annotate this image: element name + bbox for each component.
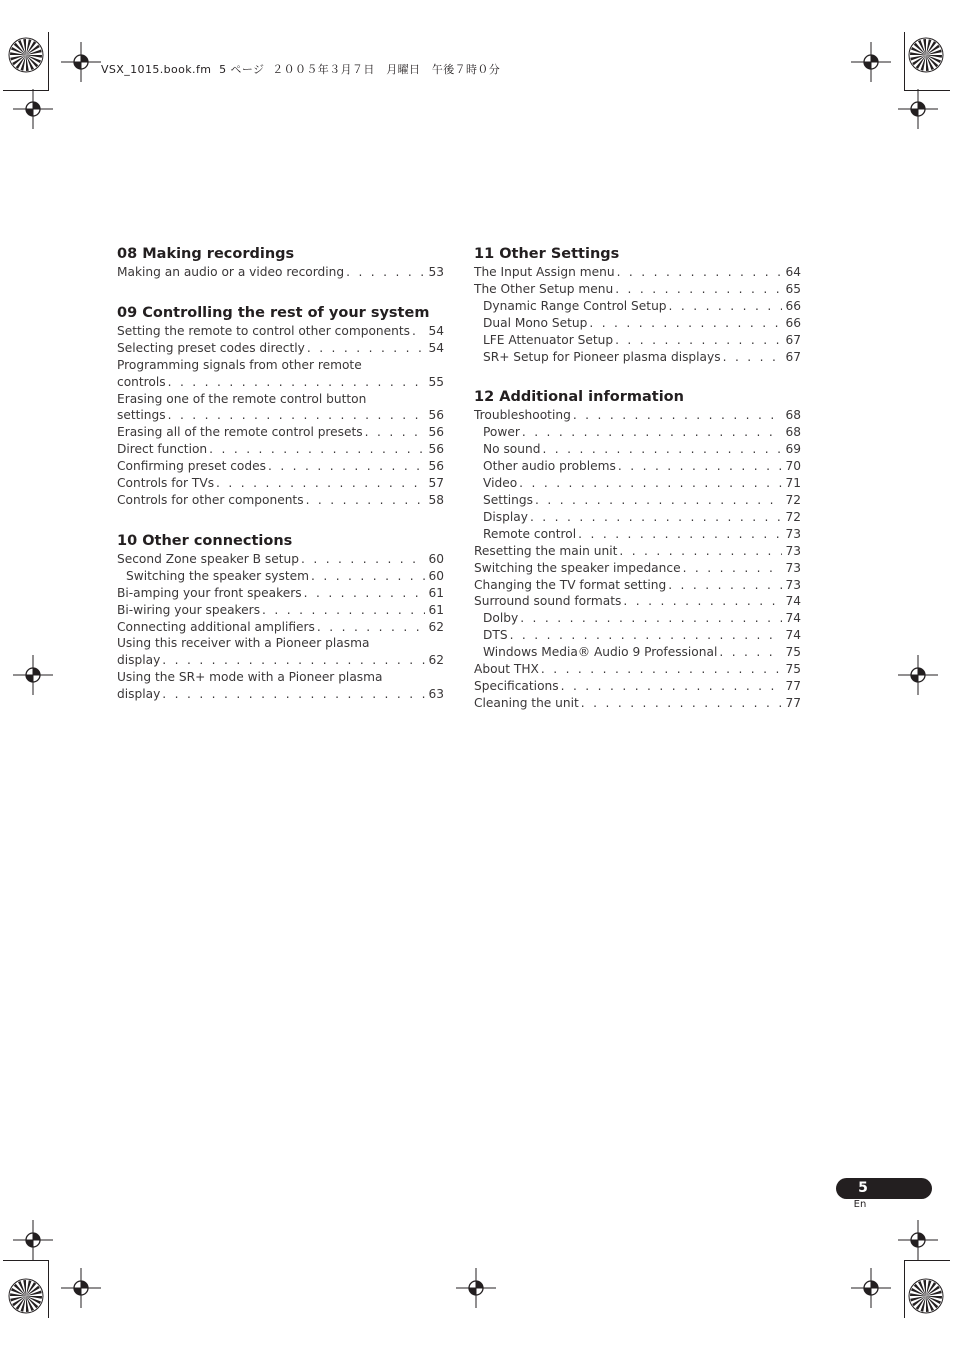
toc-entry-page: 73	[785, 560, 801, 575]
dot-leader	[520, 610, 782, 627]
toc-entry[interactable]	[474, 509, 801, 526]
dot-leader	[365, 424, 426, 441]
dot-leader	[510, 627, 783, 644]
dot-leader	[162, 652, 425, 669]
toc-entry-label: Setting the remote to control other components	[117, 323, 410, 338]
crop-line	[904, 32, 905, 90]
toc-entry-label: Bi-amping your front speakers	[117, 585, 302, 600]
crop-line	[904, 1260, 905, 1318]
toc-entry-label: Connecting additional amplifiers	[117, 619, 315, 634]
toc-entry[interactable]	[474, 543, 801, 560]
dot-leader	[268, 458, 426, 475]
toc-entry-page: 63	[428, 687, 444, 702]
crop-line	[3, 1260, 49, 1261]
toc-entry-label: LFE Attenuator Setup	[483, 332, 614, 347]
dot-leader	[304, 585, 426, 602]
section-title: 12 Additional information	[474, 389, 684, 406]
page-number: 5	[858, 1180, 868, 1196]
toc-entry-page: 56	[428, 425, 444, 440]
dot-leader	[623, 593, 782, 610]
toc-entry[interactable]	[117, 340, 444, 357]
toc-entry-page: 56	[428, 408, 444, 423]
toc-entry-page: 73	[785, 543, 801, 558]
toc-entry-page: 73	[785, 526, 801, 541]
toc-entry-page: 65	[785, 281, 801, 296]
toc-entry[interactable]	[474, 475, 801, 492]
toc-entry-page: 60	[428, 568, 444, 583]
dot-leader	[306, 492, 426, 509]
dot-leader	[619, 543, 782, 560]
dot-leader	[541, 661, 783, 678]
toc-entry-page: 54	[428, 340, 444, 355]
toc-entry-label: Dynamic Range Control Setup	[483, 298, 667, 313]
registration-mark-icon	[13, 89, 53, 129]
toc-entry[interactable]	[117, 602, 444, 619]
toc-entry[interactable]	[474, 695, 801, 712]
dot-leader	[535, 492, 782, 509]
toc-entry[interactable]	[474, 492, 801, 509]
toc-entry[interactable]	[474, 281, 801, 298]
toc-entry-label: Bi-wiring your speakers	[117, 602, 261, 617]
toc-entry-page: 68	[785, 408, 801, 423]
toc-entry-label: Controls for other components	[117, 492, 304, 507]
toc-entry[interactable]	[117, 551, 444, 568]
toc-entry[interactable]	[117, 669, 444, 703]
toc-entry[interactable]	[474, 349, 801, 366]
section-title: 09 Controlling the rest of your system	[117, 304, 430, 321]
toc-entry[interactable]	[117, 357, 444, 391]
registration-mark-icon	[851, 42, 891, 82]
toc-entry[interactable]	[474, 315, 801, 332]
toc-entry[interactable]	[474, 407, 801, 424]
toc-entry-label: Selecting preset codes directly	[117, 340, 305, 355]
dot-leader	[522, 424, 783, 441]
toc-entry[interactable]	[117, 492, 444, 509]
toc-entry-label: Resetting the main unit	[474, 543, 618, 558]
toc-entry-page: 62	[428, 619, 444, 634]
toc-entry-page: 57	[428, 476, 444, 491]
toc-entry[interactable]	[117, 458, 444, 475]
section-title: 11 Other Settings	[474, 246, 620, 262]
dot-leader	[581, 695, 783, 712]
toc-entry[interactable]	[117, 635, 444, 669]
toc-entry-label: Direct function	[117, 442, 208, 457]
toc-entry-label: Making an audio or a video recording	[117, 265, 345, 279]
toc-entry-label: The Input Assign menu	[474, 265, 615, 279]
toc-entry-label: Second Zone speaker B setup	[117, 551, 300, 566]
toc-entry-page: 74	[785, 594, 801, 609]
toc-entry[interactable]	[474, 627, 801, 644]
toc-entry-page: 69	[785, 442, 801, 457]
toc-entry-label-line: Erasing one of the remote control button	[117, 391, 367, 406]
dot-leader	[561, 678, 783, 695]
toc-entry-label: Power	[483, 425, 520, 440]
toc-entry-label: Settings	[483, 492, 533, 507]
toc-entry[interactable]	[117, 424, 444, 441]
toc-entry[interactable]	[117, 264, 444, 281]
toc-entry[interactable]	[117, 475, 444, 492]
toc-entry[interactable]	[474, 593, 801, 610]
toc-entry[interactable]	[117, 323, 444, 340]
registration-mark-icon	[61, 42, 101, 82]
toc-entry[interactable]	[474, 332, 801, 349]
dot-leader	[578, 526, 782, 543]
toc-section	[474, 387, 801, 711]
toc-entry-label: Windows Media® Audio 9 Professional	[483, 645, 718, 660]
dot-leader	[683, 560, 783, 577]
toc-entry[interactable]	[117, 619, 444, 636]
toc-entry-page: 77	[785, 678, 801, 693]
star-target-icon	[8, 37, 44, 73]
toc-section	[117, 244, 444, 281]
dot-leader	[262, 602, 425, 619]
toc-entry-page: 64	[785, 265, 801, 279]
dot-leader	[723, 349, 783, 366]
toc-entry-page: 74	[785, 611, 801, 626]
toc-entry-page: 61	[428, 585, 444, 600]
toc-entry-label: controls	[117, 374, 166, 389]
page-language: En	[853, 1199, 867, 1210]
dot-leader	[346, 264, 425, 281]
dot-leader	[209, 441, 425, 458]
dot-leader	[589, 315, 782, 332]
dot-leader	[311, 568, 425, 585]
toc-right-column	[474, 244, 801, 734]
dot-leader	[307, 340, 426, 357]
toc-entry-page: 62	[428, 653, 444, 668]
crop-line	[48, 32, 49, 90]
toc-entry-label-line: Using this receiver with a Pioneer plasma	[117, 636, 370, 651]
toc-entry-page: 54	[428, 323, 444, 338]
dot-leader	[719, 644, 782, 661]
toc-entry-label: Erasing all of the remote control presets	[117, 425, 363, 440]
toc-entry[interactable]	[474, 560, 801, 577]
toc-entry-label: Display	[483, 509, 528, 524]
dot-leader	[669, 298, 783, 315]
toc-entry-page: 77	[785, 695, 801, 710]
toc-entry-page: 55	[428, 374, 444, 389]
toc-entry-label: display	[117, 653, 161, 668]
dot-leader	[216, 475, 425, 492]
toc-entry-page: 56	[428, 442, 444, 457]
toc-entry-page: 68	[785, 425, 801, 440]
toc-entry-page: 66	[785, 298, 801, 313]
toc-entry[interactable]	[117, 568, 444, 585]
toc-entry[interactable]	[474, 298, 801, 315]
dot-leader	[615, 281, 782, 298]
toc-section	[117, 303, 444, 509]
toc-entry-label: Specifications	[474, 678, 559, 693]
dot-leader	[519, 475, 782, 492]
toc-entry[interactable]	[474, 678, 801, 695]
registration-mark-icon	[898, 655, 938, 695]
toc-entry-label: display	[117, 687, 161, 702]
dot-leader	[668, 577, 782, 594]
toc-entry[interactable]	[474, 424, 801, 441]
toc-entry[interactable]	[474, 441, 801, 458]
toc-entry[interactable]	[474, 661, 801, 678]
toc-entry[interactable]	[474, 526, 801, 543]
toc-entry-page: 53	[428, 265, 444, 279]
registration-mark-icon	[898, 1220, 938, 1260]
toc-entry[interactable]	[474, 458, 801, 475]
toc-entry-label: Dual Mono Setup	[483, 315, 588, 330]
toc-entry-page: 74	[785, 628, 801, 643]
registration-mark-icon	[13, 655, 53, 695]
toc-entry[interactable]	[117, 391, 444, 425]
registration-mark-icon	[898, 89, 938, 129]
registration-mark-icon	[851, 1268, 891, 1308]
toc-entry[interactable]	[474, 264, 801, 281]
toc-entry-page: 70	[785, 459, 801, 474]
toc-entry-label: Cleaning the unit	[474, 695, 579, 710]
dot-leader	[412, 323, 426, 340]
toc-entry-label: Surround sound formats	[474, 594, 622, 609]
toc-entry-page: 61	[428, 602, 444, 617]
toc-entry-label: DTS	[483, 628, 508, 643]
dot-leader	[530, 509, 783, 526]
toc-entry-label: Remote control	[483, 526, 577, 541]
dot-leader	[618, 458, 783, 475]
toc-entry[interactable]	[474, 644, 801, 661]
toc-entry-label: About THX	[474, 662, 539, 677]
toc-entry-page: 72	[785, 509, 801, 524]
dot-leader	[162, 686, 425, 703]
dot-leader	[617, 264, 783, 281]
star-target-icon	[908, 1278, 944, 1314]
toc-entry-label: SR+ Setup for Pioneer plasma displays	[483, 349, 721, 364]
registration-mark-icon	[61, 1268, 101, 1308]
crop-line	[904, 90, 950, 91]
section-title: 08 Making recordings	[117, 246, 295, 262]
star-target-icon	[8, 1278, 44, 1314]
toc-entry-page: 72	[785, 492, 801, 507]
toc-entry-label: Dolby	[483, 611, 519, 626]
section-title: 10 Other connections	[117, 532, 293, 549]
toc-entry-label: Changing the TV format setting	[474, 577, 667, 592]
toc-entry-page: 56	[428, 459, 444, 474]
toc-entry-label: No sound	[483, 442, 541, 457]
dot-leader	[573, 407, 783, 424]
toc-entry-label: Controls for TVs	[117, 476, 215, 491]
toc-entry-label-line: Programming signals from other remote	[117, 357, 362, 372]
star-target-icon	[908, 37, 944, 73]
toc-entry-label: Troubleshooting	[474, 408, 571, 423]
toc-entry-label: Video	[483, 476, 518, 491]
dot-leader	[301, 551, 425, 568]
toc-entry-label: Switching the speaker system	[126, 568, 310, 583]
toc-entry[interactable]	[474, 610, 801, 627]
toc-entry-page: 67	[785, 349, 801, 364]
registration-mark-icon	[456, 1268, 496, 1308]
toc-entry-page: 60	[428, 551, 444, 566]
toc-entry-page: 67	[785, 332, 801, 347]
dot-leader	[317, 619, 426, 636]
toc-entry-page: 66	[785, 315, 801, 330]
toc-entry[interactable]	[474, 577, 801, 594]
toc-entry[interactable]	[117, 585, 444, 602]
dot-leader	[615, 332, 782, 349]
registration-mark-icon	[13, 1220, 53, 1260]
toc-entry-label: The Other Setup menu	[474, 281, 614, 296]
print-header: VSX_1015.book.fm 5 ページ ２００５年３月７日 月曜日 午後７時０分	[101, 63, 501, 76]
toc-section	[474, 244, 801, 365]
dot-leader	[168, 374, 426, 391]
toc-entry-label: Other audio problems	[483, 459, 616, 474]
toc-entry-page: 58	[428, 492, 444, 507]
crop-line	[904, 1260, 950, 1261]
dot-leader	[542, 441, 782, 458]
dot-leader	[168, 407, 426, 424]
toc-entry-page: 73	[785, 577, 801, 592]
toc-entry-label: settings	[117, 408, 166, 423]
crop-line	[48, 1260, 49, 1318]
toc-section	[117, 531, 444, 703]
toc-entry-page: 75	[785, 662, 801, 677]
toc-left-column	[117, 244, 444, 725]
toc-entry-label-line: Using the SR+ mode with a Pioneer plasma	[117, 670, 383, 685]
toc-entry[interactable]	[117, 441, 444, 458]
toc-entry-label: Switching the speaker impedance	[474, 560, 681, 575]
toc-entry-page: 71	[785, 476, 801, 491]
crop-line	[3, 90, 49, 91]
toc-entry-page: 75	[785, 645, 801, 660]
toc-entry-label: Confirming preset codes	[117, 459, 266, 474]
